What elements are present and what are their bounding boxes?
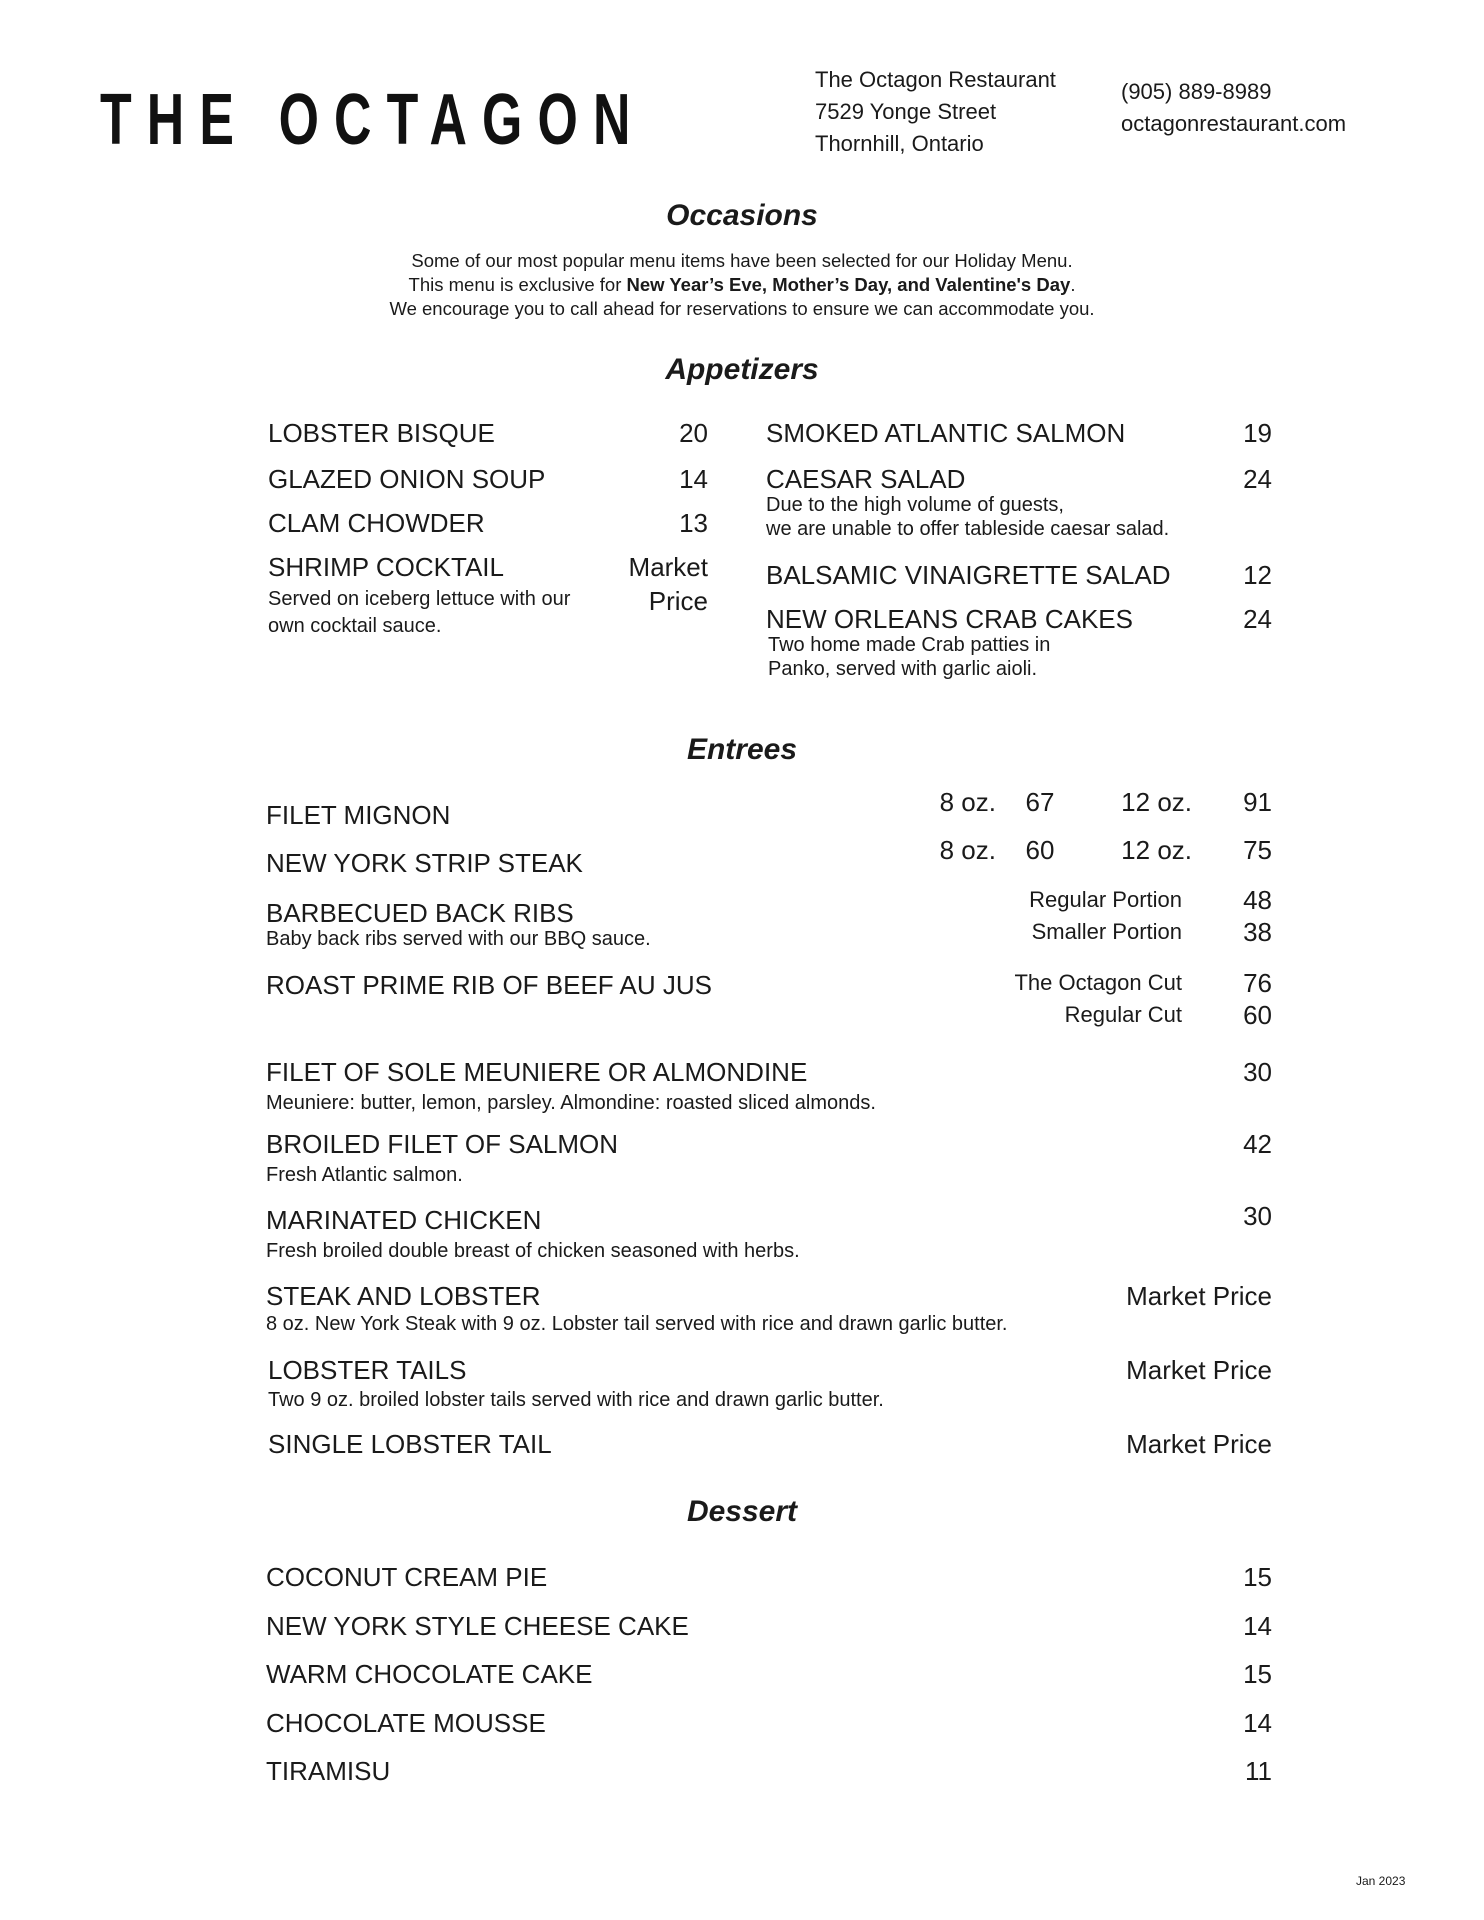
menu-item-description: we are unable to offer tableside caesar salad. (766, 518, 1170, 540)
menu-item-price: 60 (1025, 835, 1055, 865)
menu-item-name: GLAZED ONION SOUP (268, 464, 546, 494)
menu-item-name: ROAST PRIME RIB OF BEEF AU JUS (266, 970, 712, 1000)
dessert-heading: Dessert (686, 1495, 798, 1528)
menu-item-price: Market Price (1126, 1281, 1272, 1311)
menu-item-price: 14 (679, 464, 708, 494)
portion-option: Regular Portion (1029, 887, 1182, 912)
menu-item-price: 38 (1243, 917, 1272, 947)
menu-item-price: 67 (1025, 787, 1055, 817)
occasions-line-1: Some of our most popular menu items have been selected for our Holiday Menu. (411, 250, 1073, 271)
menu-item-price: 15 (1243, 1659, 1272, 1689)
phone-number: (905) 889-8989 (1121, 79, 1272, 104)
menu-item-name: COCONUT CREAM PIE (266, 1562, 548, 1592)
menu-item-price: Market Price (1126, 1429, 1272, 1459)
menu-item-description: Meuniere: butter, lemon, parsley. Almondine: roasted sliced almonds. (266, 1092, 876, 1114)
occasions-heading: Occasions (666, 199, 818, 232)
menu-item-price: 19 (1243, 418, 1272, 448)
menu-item-name: NEW YORK STRIP STEAK (266, 848, 583, 878)
entrees-heading: Entrees (686, 733, 798, 766)
menu-item-name: BROILED FILET OF SALMON (266, 1129, 619, 1159)
menu-item-price: Market Price (1126, 1355, 1272, 1385)
occasions-line-2: This menu is exclusive for New Year’s Eve, Mother’s Day, and Valentine's Day. (408, 274, 1076, 295)
menu-item-name: CHOCOLATE MOUSSE (266, 1708, 546, 1738)
restaurant-logo: THE OCTAGON (100, 80, 646, 160)
menu-item-description: Fresh broiled double breast of chicken seasoned with herbs. (266, 1240, 800, 1262)
menu-item-name: CAESAR SALAD (766, 464, 966, 494)
portion-option: Regular Cut (1064, 1002, 1182, 1027)
menu-item-name: FILET MIGNON (266, 800, 451, 830)
menu-item-price: 76 (1243, 968, 1272, 998)
menu-item-description: Two 9 oz. broiled lobster tails served with rice and drawn garlic butter. (268, 1389, 884, 1411)
menu-item-price: 91 (1243, 787, 1272, 817)
menu-item-price: 42 (1243, 1129, 1272, 1159)
menu-item-name: CLAM CHOWDER (268, 508, 485, 538)
menu-item-name: BALSAMIC VINAIGRETTE SALAD (766, 560, 1171, 590)
menu-item-price: Price (648, 586, 708, 616)
portion-size: 8 oz. (939, 787, 996, 817)
menu-item-price: 30 (1243, 1201, 1272, 1231)
menu-item-description: Served on iceberg lettuce with our (268, 588, 571, 610)
portion-option: The Octagon Cut (1014, 970, 1182, 995)
menu-item-price: 14 (1243, 1611, 1272, 1641)
occasions-line-3: We encourage you to call ahead for reservations to ensure we can accommodate you. (389, 298, 1095, 319)
menu-item-price: 12 (1243, 560, 1272, 590)
menu-item-price: 75 (1243, 835, 1272, 865)
menu-item-price: 24 (1243, 464, 1272, 494)
menu-item-price: 14 (1243, 1708, 1272, 1738)
menu-item-description: Panko, served with garlic aioli. (768, 658, 1038, 680)
menu-item-price: 15 (1243, 1562, 1272, 1592)
menu-item-description: Fresh Atlantic salmon. (266, 1164, 463, 1186)
menu-item-description: Due to the high volume of guests, (766, 494, 1064, 516)
menu-item-description: Two home made Crab patties in (768, 634, 1051, 656)
menu-item-description: own cocktail sauce. (268, 615, 442, 637)
menu-item-name: NEW ORLEANS CRAB CAKES (766, 604, 1133, 634)
menu-item-price: 20 (679, 418, 708, 448)
menu-item-price: 48 (1243, 885, 1272, 915)
menu-item-name: NEW YORK STYLE CHEESE CAKE (266, 1611, 689, 1641)
address-line-street: 7529 Yonge Street (815, 99, 997, 124)
occasions-holidays: New Year’s Eve, Mother’s Day, and Valentine's Day (626, 274, 1071, 295)
menu-item-name: SINGLE LOBSTER TAIL (268, 1429, 552, 1459)
appetizers-heading: Appetizers (665, 353, 819, 386)
menu-item-name: SHRIMP COCKTAIL (268, 552, 504, 582)
portion-size: 12 oz. (1121, 835, 1192, 865)
menu-item-name: LOBSTER TAILS (268, 1355, 467, 1385)
menu-item-name: SMOKED ATLANTIC SALMON (766, 418, 1126, 448)
menu-date: Jan 2023 (1356, 1874, 1406, 1888)
portion-size: 8 oz. (939, 835, 996, 865)
menu-item-name: WARM CHOCOLATE CAKE (266, 1659, 593, 1689)
website-link[interactable]: octagonrestaurant.com (1121, 111, 1347, 136)
menu-item-price: 24 (1243, 604, 1272, 634)
menu-item-name: FILET OF SOLE MEUNIERE OR ALMONDINE (266, 1057, 808, 1087)
menu-item-name: STEAK AND LOBSTER (266, 1281, 541, 1311)
menu-item-price: 30 (1243, 1057, 1272, 1087)
address-line-name: The Octagon Restaurant (815, 67, 1056, 92)
menu-item-name: BARBECUED BACK RIBS (266, 898, 574, 928)
menu-item-name: MARINATED CHICKEN (266, 1205, 542, 1235)
portion-size: 12 oz. (1121, 787, 1192, 817)
menu-item-name: LOBSTER BISQUE (268, 418, 495, 448)
menu-item-price: 60 (1243, 1000, 1272, 1030)
menu-item-description: 8 oz. New York Steak with 9 oz. Lobster tail served with rice and drawn garlic butter. (266, 1313, 1008, 1335)
address-line-city: Thornhill, Ontario (815, 131, 984, 156)
portion-option: Smaller Portion (1031, 919, 1182, 944)
menu-item-price: 11 (1245, 1756, 1272, 1786)
menu-item-description: Baby back ribs served with our BBQ sauce. (266, 928, 651, 950)
menu-item-name: TIRAMISU (266, 1756, 391, 1786)
menu-item-price: 13 (679, 508, 708, 538)
menu-item-price: Market (628, 552, 708, 582)
